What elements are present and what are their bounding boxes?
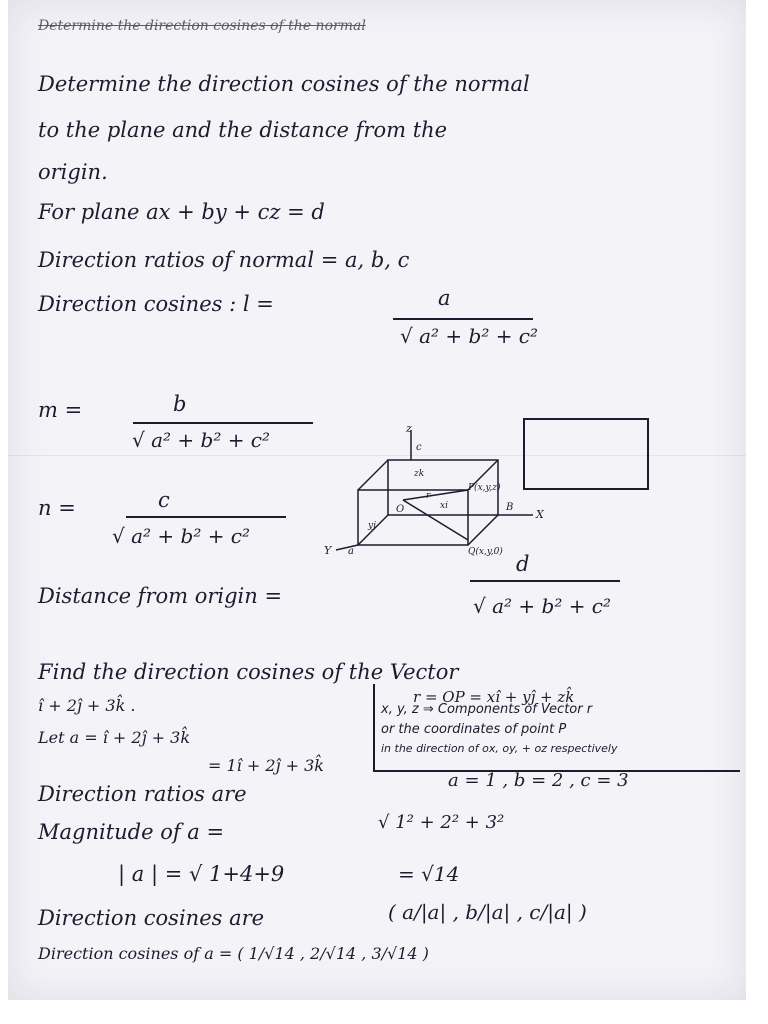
problem1-line3: origin. bbox=[38, 160, 108, 184]
c-label: c bbox=[416, 442, 422, 453]
abs-magnitude: | a | = √ 1+4+9 bbox=[118, 862, 285, 886]
ratios-values: a = 1 , b = 2 , c = 3 bbox=[448, 770, 629, 791]
problem1-line1: Determine the direction cosines of the normal bbox=[38, 72, 530, 96]
distance-label: Distance from origin = bbox=[38, 584, 283, 608]
m-fraction-bar bbox=[133, 422, 313, 424]
cosines-result: Direction cosines of a = ( 1/√14 , 2/√14 , 3/√14 ) bbox=[38, 944, 429, 963]
plane-equation: For plane ax + by + cz = d bbox=[38, 200, 325, 224]
note-line-2: or the coordinates of point P bbox=[381, 722, 567, 737]
cosines-terms: ( a/|a| , b/|a| , c/|a| ) bbox=[388, 900, 587, 924]
origin-label: O bbox=[396, 504, 405, 515]
l-denominator: √ a² + b² + c² bbox=[400, 324, 539, 348]
paper-fold-line bbox=[8, 455, 746, 456]
n-denominator: √ a² + b² + c² bbox=[112, 524, 251, 548]
y-axis-label: Y bbox=[324, 544, 332, 557]
n-fraction-bar bbox=[126, 516, 286, 518]
n-label: n = bbox=[38, 496, 76, 520]
ratios-label: Direction ratios are bbox=[38, 782, 247, 806]
distance-denominator: √ a² + b² + c² bbox=[473, 594, 612, 618]
m-label: m = bbox=[38, 398, 83, 422]
b-label: B bbox=[506, 502, 514, 513]
yj-label: yj bbox=[368, 521, 376, 531]
xi-label: xi bbox=[440, 501, 448, 511]
z-axis-label: z bbox=[406, 422, 412, 435]
op-definition: r = OP = xî + yĵ + zk̂ bbox=[413, 688, 575, 706]
distance-numerator: d bbox=[516, 552, 530, 576]
direction-ratios: Direction ratios of normal = a, b, c bbox=[38, 248, 410, 272]
l-fraction-bar bbox=[393, 318, 533, 320]
let-vector-expanded: = 1î + 2ĵ + 3k̂ bbox=[208, 756, 324, 775]
n-numerator: c bbox=[158, 488, 170, 512]
m-denominator: √ a² + b² + c² bbox=[132, 428, 271, 452]
notebook-page bbox=[8, 0, 746, 1000]
magnitude-expression: √ 1² + 2² + 3² bbox=[378, 812, 505, 833]
note-line-3: in the direction of ox, oy, + oz respectively bbox=[381, 742, 618, 755]
distance-fraction-bar bbox=[470, 580, 620, 582]
point-q-label: Q(x,y,0) bbox=[468, 547, 503, 557]
note-line-1: x, y, z ⇒ Components of Vector r bbox=[381, 702, 593, 717]
problem2-vector: î + 2ĵ + 3k̂ . bbox=[38, 696, 136, 715]
zk-label: zk bbox=[414, 469, 425, 479]
components-note-box bbox=[373, 684, 740, 772]
a-label: a bbox=[348, 546, 354, 557]
problem1-line2: to the plane and the distance from the bbox=[38, 118, 448, 142]
problem2-title: Find the direction cosines of the Vector bbox=[38, 660, 459, 684]
coordinate-cube-diagram bbox=[308, 420, 568, 570]
let-vector: Let a = î + 2ĵ + 3k̂ bbox=[38, 728, 191, 747]
background-strip bbox=[0, 1000, 768, 1024]
r-label: r bbox=[426, 491, 431, 501]
struck-heading: Determine the direction cosines of the normal bbox=[38, 18, 366, 34]
direction-cosines-label: Direction cosines : l = bbox=[38, 292, 274, 316]
x-axis-label: X bbox=[536, 508, 544, 521]
l-numerator: a bbox=[438, 286, 451, 310]
cosines-label: Direction cosines are bbox=[38, 906, 265, 930]
abs-magnitude-value: = √14 bbox=[398, 862, 460, 886]
magnitude-label: Magnitude of a = bbox=[38, 820, 225, 844]
point-p-label: P(x,y,z) bbox=[468, 483, 501, 493]
m-numerator: b bbox=[173, 392, 187, 416]
